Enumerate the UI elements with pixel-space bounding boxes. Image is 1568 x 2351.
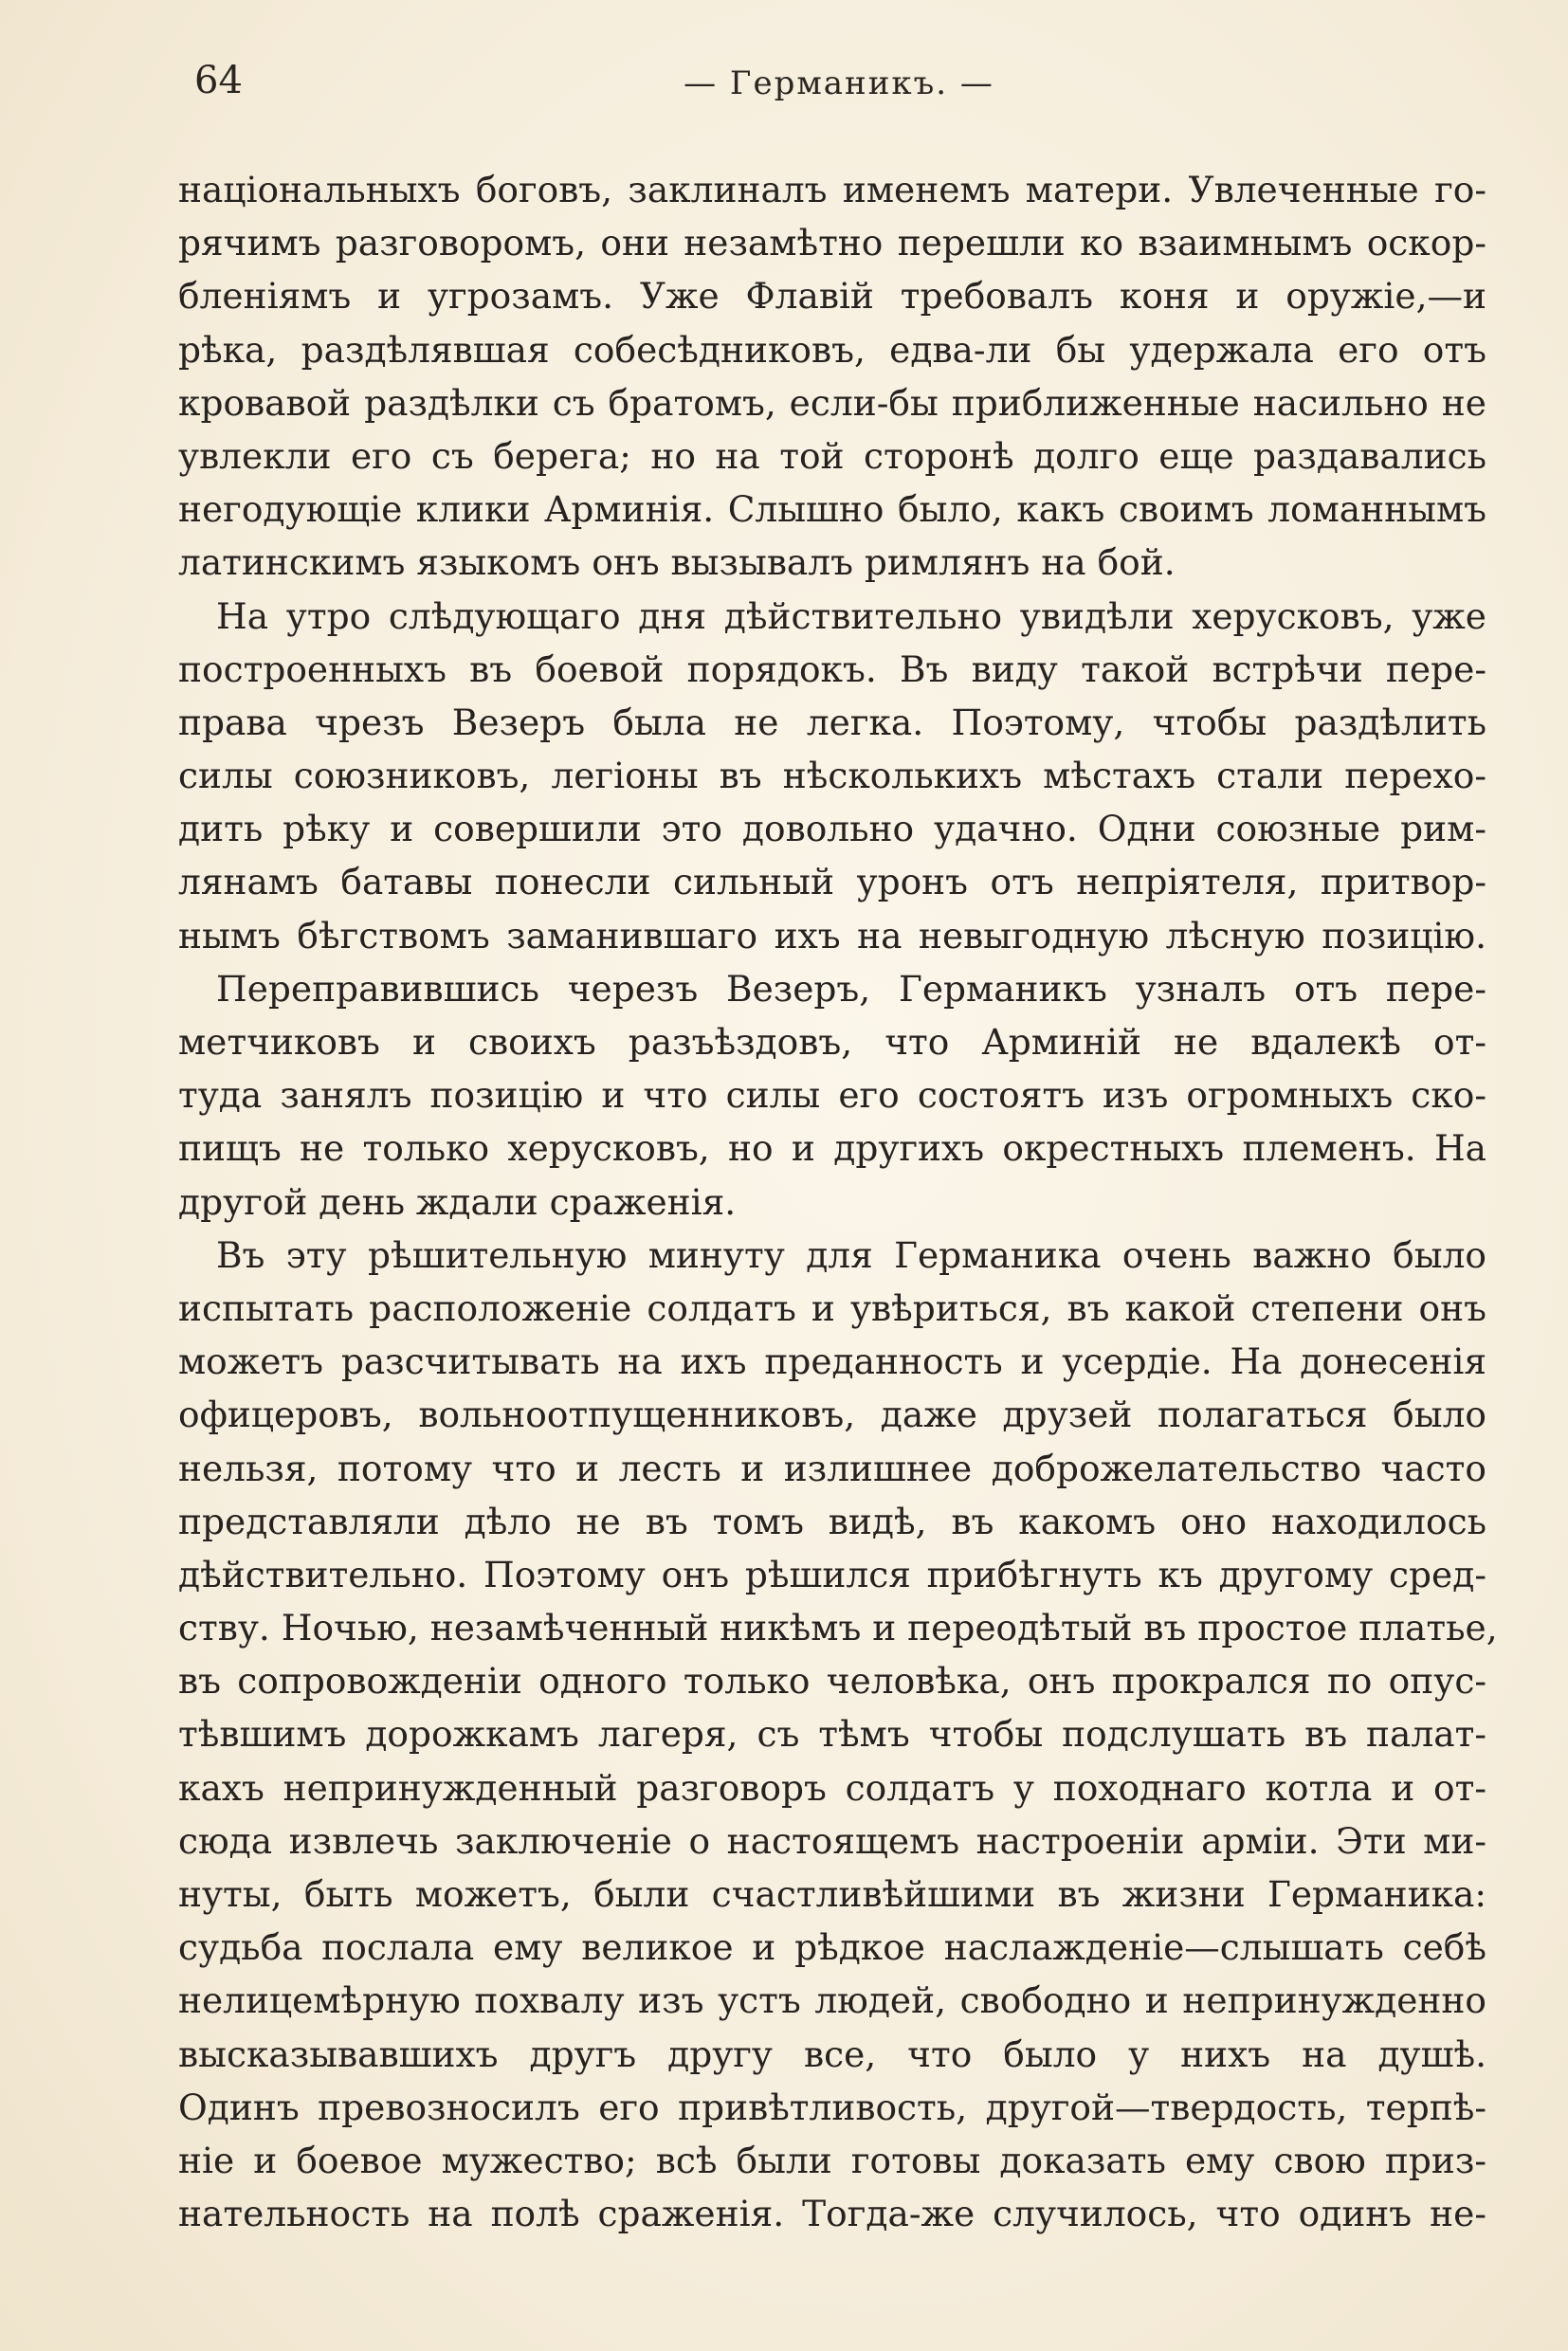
text-line: силы союзниковъ, легіоны въ нѣсколькихъ мѣстахъ стали перехо- [178, 755, 1486, 797]
text-line: можетъ разсчитывать на ихъ преданность и усердіе. На донесенія [178, 1340, 1486, 1383]
text-line: кровавой раздѣлки съ братомъ, если-бы приближенные насильно не [178, 381, 1486, 424]
text-line: метчиковъ и своихъ разъѣздовъ, что Арминій не вдалекѣ от- [178, 1021, 1486, 1063]
text-line: офицеровъ, вольноотпущенниковъ, даже друзей полагаться было [178, 1394, 1486, 1436]
paragraph-3 [178, 962, 1486, 1229]
text-line: высказывавшихъ другъ другу все, что было у нихъ на душѣ. [178, 2032, 1486, 2075]
text-line: дить рѣку и совершили это довольно удачно. Одни союзные рим- [178, 808, 1486, 850]
running-title: — Германикъ. — [684, 64, 994, 102]
paragraph-1 [178, 163, 1486, 590]
text-line: Въ эту рѣшительную минуту для Германика очень важно было [216, 1233, 1486, 1276]
text-line: нательность на полѣ сраженія. Тогда-же случилось, что одинъ не- [178, 2193, 1486, 2235]
text-line: сюда извлечь заключеніе о настоящемъ настроеніи арміи. Эти ми- [178, 1819, 1486, 1862]
text-line: увлекли его съ берега; но на той сторонѣ долго еще раздавались [178, 434, 1486, 477]
text-line: построенныхъ въ боевой порядокъ. Въ виду такой встрѣчи пере- [178, 647, 1486, 690]
text-line: въ сопровожденіи одного только человѣка, онъ прокрался по опус- [178, 1660, 1486, 1703]
text-line: права чрезъ Везеръ была не легка. Поэтому, чтобы раздѣлить [178, 701, 1486, 743]
text-line: ству. Ночью, незамѣченный никѣмъ и переодѣтый въ простое платье, [178, 1607, 1498, 1649]
body-text [178, 163, 1498, 2240]
text-line: негодующіе клики Арминія. Слышно было, какъ своимъ ломаннымъ [178, 488, 1486, 531]
text-line: испытать расположеніе солдатъ и увѣриться, въ какой степени онъ [178, 1286, 1486, 1329]
page-header [194, 59, 1484, 125]
text-line: дѣйствительно. Поэтому онъ рѣшился прибѣгнуть къ другому сред- [178, 1553, 1486, 1595]
text-line: лянамъ батавы понесли сильный уронъ отъ непріятеля, притвор- [178, 861, 1486, 903]
text-line: туда занялъ позицію и что силы его состоятъ изъ огромныхъ ско- [178, 1074, 1486, 1117]
text-line: Переправившись черезъ Везеръ, Германикъ узналъ отъ пере- [216, 967, 1486, 1010]
page-number: 64 [194, 59, 243, 102]
text-line: нуты, быть можетъ, были счастливѣйшими въ жизни Германика: [178, 1873, 1486, 1915]
text-line: кахъ непринужденный разговоръ солдатъ у походнаго котла и от- [178, 1766, 1486, 1809]
text-line: латинскимъ языкомъ онъ вызывалъ римлянъ на бой. [178, 541, 1176, 584]
text-line: національныхъ боговъ, заклиналъ именемъ матери. Увлеченные го- [178, 169, 1486, 210]
text-line: ніе и боевое мужество; всѣ были готовы доказать ему свою приз- [178, 2139, 1486, 2181]
text-line: другой день ждали сраженія. [178, 1180, 737, 1223]
text-line: нелицемѣрную похвалу изъ устъ людей, свободно и непринужденно [178, 1979, 1486, 2022]
text-line: рѣка, раздѣлявшая собесѣдниковъ, едва-ли бы удержала его отъ [178, 328, 1486, 371]
text-line: пищъ не только херусковъ, но и другихъ окрестныхъ племенъ. На [178, 1127, 1486, 1170]
text-line: Одинъ превозносилъ его привѣтливость, другой—твердость, терпѣ- [178, 2086, 1486, 2128]
text-line: рячимъ разговоромъ, они незамѣтно перешли ко взаимнымъ оскор- [178, 222, 1486, 264]
text-line: На утро слѣдующаго дня дѣйствительно увидѣли херусковъ, уже [216, 594, 1486, 637]
text-line: тѣвшимъ дорожкамъ лагеря, съ тѣмъ чтобы подслушать въ палат- [178, 1713, 1486, 1756]
paragraph-2 [178, 590, 1486, 962]
text-line: нельзя, потому что и лесть и излишнее доброжелательство часто [178, 1447, 1486, 1489]
text-line: нымъ бѣгствомъ заманившаго ихъ на невыгодную лѣсную позицію. [178, 914, 1486, 957]
paragraph-4 [178, 1229, 1498, 2241]
text-line: судьба послала ему великое и рѣдкое наслажденіе—слышать себѣ [178, 1926, 1486, 1969]
text-line: представляли дѣло не въ томъ видѣ, въ какомъ оно находилось [178, 1500, 1486, 1542]
text-line: бленіямъ и угрозамъ. Уже Флавій требовалъ коня и оружіе,—и [178, 275, 1486, 318]
